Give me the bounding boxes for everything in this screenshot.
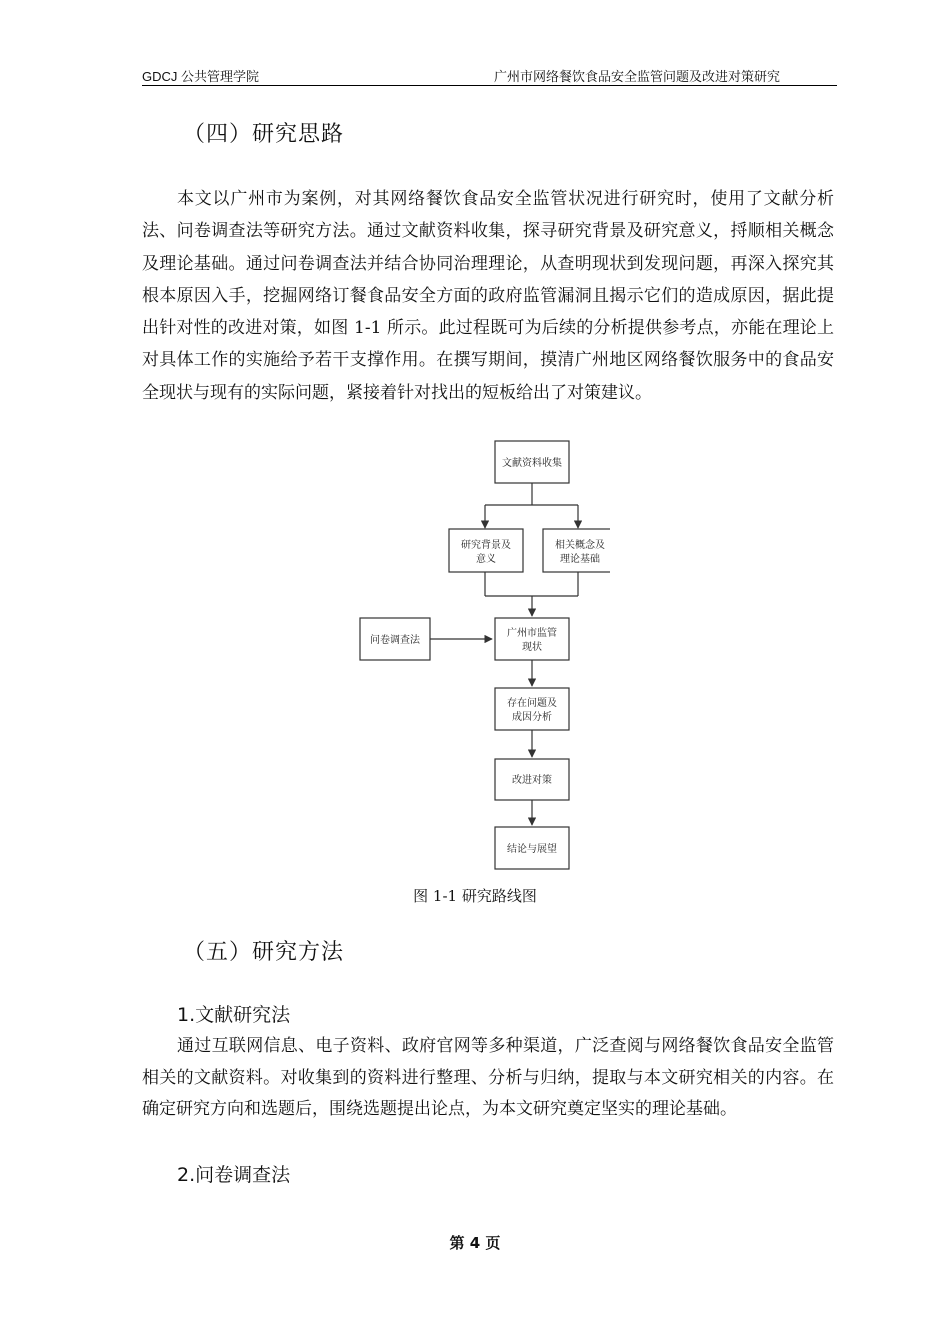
flowchart-svg [340,432,610,872]
method1-paragraph: 通过互联网信息、电子资料、政府官网等多种渠道，广泛查阅与网络餐饮食品安全监管相关的文献资料。对收集到的资料进行整理、分析与归纳，提取与本文研究相关的内容。在确定研究方向和选题后，围绕选题提出论点，为本文研究奠定坚实的理论基础。 [142,1036,834,1119]
flow-node-concepts [543,529,610,572]
section-heading-research-approach: （四）研究思路 [183,122,345,147]
flow-node-background [449,529,523,572]
flow-connector-split [485,483,578,528]
flow-node-questionnaire [360,618,430,660]
flow-node-status-line2: 现状 [522,642,542,653]
flow-node-concepts-line2: 理论基础 [560,554,600,565]
flow-connector-merge [485,572,578,616]
flow-node-problems [495,688,569,730]
figure-caption: 图 1-1 研究路线图 [413,887,537,905]
research-roadmap-figure [340,432,610,872]
flow-node-problems-line1: 存在问题及 [507,698,557,709]
flow-node-measures-label: 改进对策 [512,775,552,786]
method2-title: 2.问卷调查法 [177,1164,291,1186]
flow-node-background-line1: 研究背景及 [461,540,511,551]
flow-node-concepts-line1: 相关概念及 [555,540,605,551]
flow-node-measures [495,759,569,800]
flow-node-conclusion-label: 结论与展望 [507,844,557,855]
flow-node-status-line1: 广州市监管 [507,628,557,639]
header-rule [142,85,837,86]
page-number: 第 4 页 [449,1234,501,1252]
flow-node-conclusion [495,827,569,869]
method1-title: 1.文献研究法 [177,1004,291,1026]
header-right: 广州市网络餐饮食品安全监管问题及改进对策研究 [493,69,780,84]
section-heading-research-methods: （五）研究方法 [183,940,345,965]
research-approach-paragraph: 本文以广州市为案例，对其网络餐饮食品安全监管状况进行研究时，使用了文献分析法、问卷调查法等研究方法。通过文献资料收集，探寻研究背景及研究意义，捋顺相关概念及理论基础。通过问卷调查法并结合协同治理理论，从查明现状到发现问题，再深入探究其根本原因入手，挖掘网络订餐食品安全方面的政府监管漏洞且揭示它们的造成原因，据此提出针对性的改进对策，如图 1-1 所示。此过程既可为后续的分析提供参考点，亦能在理论上对具体工作的实施给予若干支撑作用。在撰写期间，摸清广州地区网络餐饮服务中的食品安全现状与现有的实际问题，紧接着针对找出的短板给出了对策建议。 [142,189,834,403]
flow-node-questionnaire-label: 问卷调查法 [370,635,420,646]
flow-node-literature [495,441,569,483]
flow-node-problems-line2: 成因分析 [512,712,552,723]
flow-node-background-line2: 意义 [476,554,496,565]
header-left: GDCJ 公共管理学院 [142,69,260,84]
flow-node-literature-label: 文献资料收集 [502,458,562,469]
flow-node-status [495,618,569,660]
